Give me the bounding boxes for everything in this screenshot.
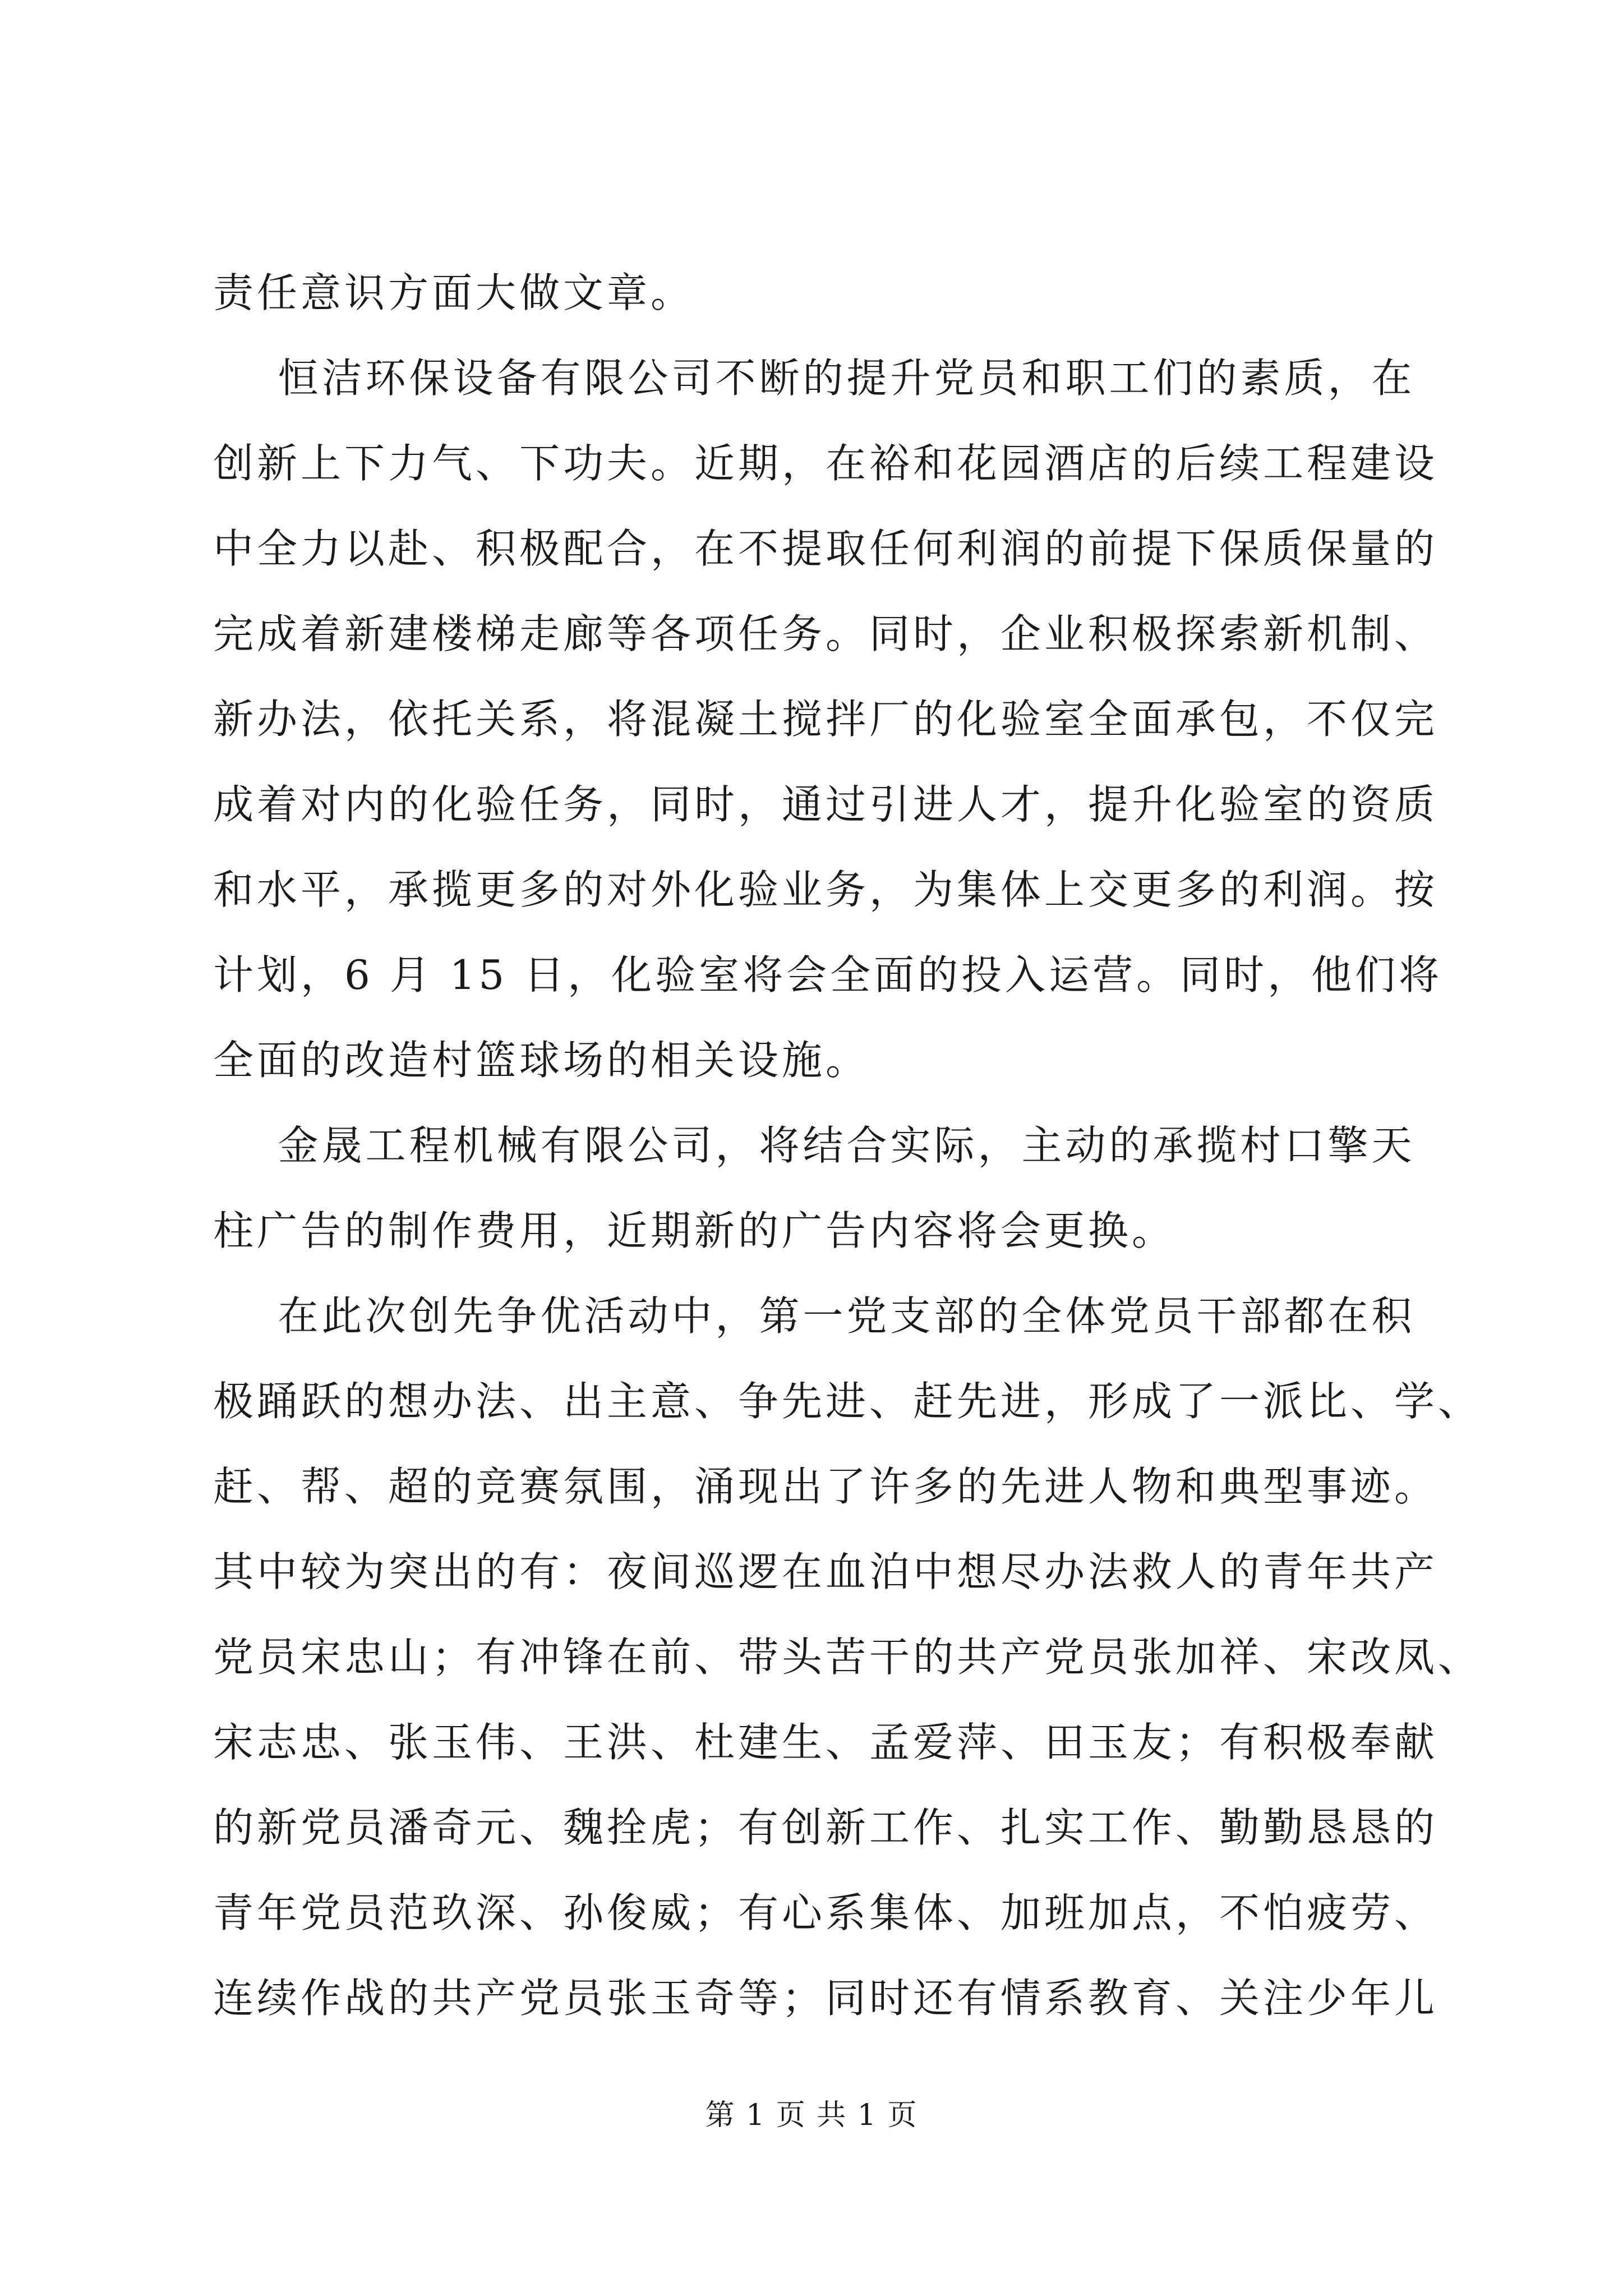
text-line: 青年党员范玖深、孙俊威；有心系集体、加班加点，不怕疲劳、 xyxy=(213,1889,1438,1936)
text-line: 极踊跃的想办法、出主意、争先进、赶先进，形成了一派比、学、 xyxy=(213,1378,1482,1425)
text-line: 柱广告的制作费用，近期新的广告内容将会更换。 xyxy=(213,1207,1176,1254)
text-line: 责任意识方面大做文章。 xyxy=(213,269,695,316)
text-line: 中全力以赴、积极配合，在不提取任何利润的前提下保质保量的 xyxy=(213,525,1438,572)
text-line: 连续作战的共产党员张玉奇等；同时还有情系教育、关注少年儿 xyxy=(213,1975,1438,2022)
text-line: 党员宋忠山；有冲锋在前、带头苦干的共产党员张加祥、宋改凤、 xyxy=(213,1634,1482,1681)
text-line: 和水平，承揽更多的对外化验业务，为集体上交更多的利润。按 xyxy=(213,866,1438,913)
text-line: 成着对内的化验任务，同时，通过引进人才，提升化验室的资质 xyxy=(213,781,1438,828)
text-line: 赶、帮、超的竞赛氛围，涌现出了许多的先进人物和典型事迹。 xyxy=(213,1463,1438,1510)
text-line: 恒洁环保设备有限公司不断的提升党员和职工们的素质，在 xyxy=(213,355,1415,402)
body-text xyxy=(213,250,1482,2041)
text-line: 计划，6 月 15 日，化验室将会全面的投入运营。同时，他们将 xyxy=(213,951,1443,999)
text-line: 其中较为突出的有：夜间巡逻在血泊中想尽办法救人的青年共产 xyxy=(213,1548,1438,1595)
text-line: 完成着新建楼梯走廊等各项任务。同时，企业积极探索新机制、 xyxy=(213,610,1438,657)
page-footer: 第 1 页 共 1 页 xyxy=(705,2099,918,2132)
text-line: 全面的改造村篮球场的相关设施。 xyxy=(213,1037,870,1084)
text-line: 宋志忠、张玉伟、王洪、杜建生、孟爱萍、田玉友；有积极奉献 xyxy=(213,1719,1438,1766)
text-line: 新办法，依托关系，将混凝土搅拌厂的化验室全面承包，不仅完 xyxy=(213,696,1438,743)
text-line: 在此次创先争优活动中，第一党支部的全体党员干部都在积 xyxy=(213,1292,1415,1340)
text-line: 金晟工程机械有限公司，将结合实际，主动的承揽村口擎天 xyxy=(213,1122,1415,1169)
text-line: 的新党员潘奇元、魏拴虎；有创新工作、扎实工作、勤勤恳恳的 xyxy=(213,1804,1438,1851)
text-line: 创新上下力气、下功夫。近期，在裕和花园酒店的后续工程建设 xyxy=(213,440,1438,487)
